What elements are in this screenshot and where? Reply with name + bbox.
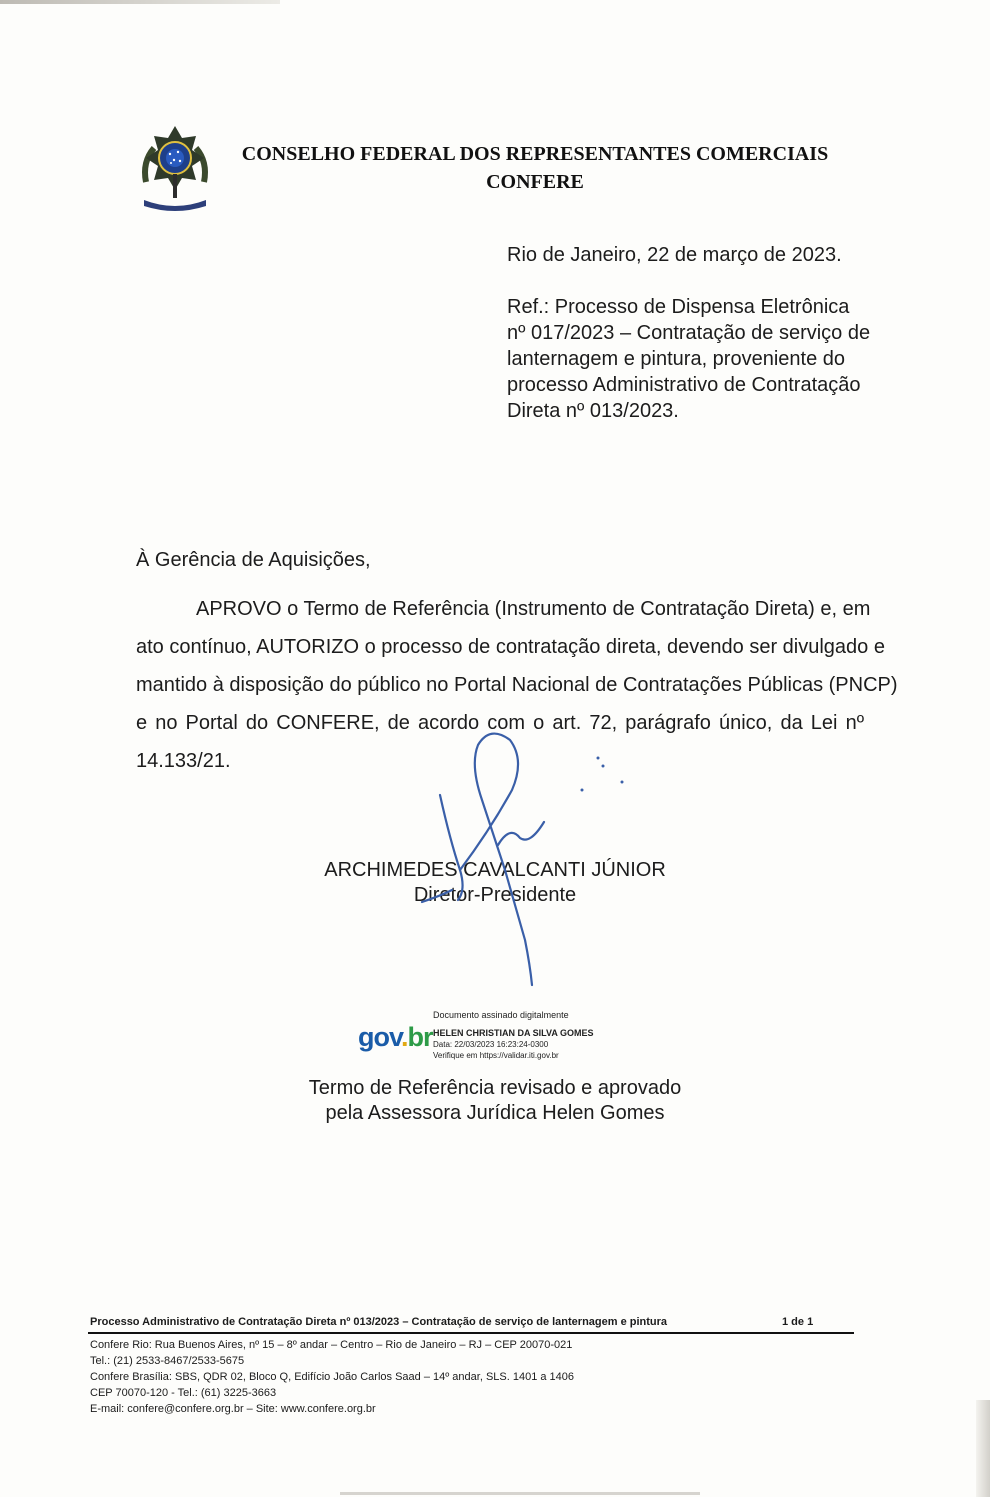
reference-line: lanternagem e pintura, proveniente do [507,348,846,370]
body-line: APROVO o Termo de Referência (Instrumento de Contratação Direta) e, em [196,598,871,620]
body-line: ato contínuo, AUTORIZO o processo de contratação direta, devendo ser divulgado e [136,636,885,658]
reference-line: Direta nº 013/2023. [507,400,679,422]
footer-title: Processo Administrativo de Contratação Direta nº 013/2023 – Contratação de serviço de lanternagem e pintura [90,1316,668,1328]
govbr-logo-br: br [407,1022,433,1052]
footer-line: E-mail: confere@confere.org.br – Site: www.confere.org.br [90,1403,376,1415]
footer-line: CEP 70070-120 - Tel.: (61) 3225-3663 [90,1387,277,1399]
footer-address [90,1337,574,1417]
salutation: À Gerência de Aquisições, [136,549,371,571]
signer-name: ARCHIMEDES CAVALCANTI JÚNIOR [324,859,666,881]
org-acronym: CONFERE [486,171,584,193]
legal-review-note [280,1076,710,1126]
coat-of-arms-emblem [136,122,214,214]
govbr-logo-gov: gov [358,1022,401,1052]
scan-edge-top [0,0,280,4]
scan-edge-right [976,1400,990,1497]
footer-line: Confere Brasília: SBS, QDR 02, Bloco Q, Edifício João Carlos Saad – 14º andar, SLS. 1401 a 1406 [90,1371,575,1383]
signer-title: Diretor-Presidente [413,884,577,906]
body-line: mantido à disposição do público no Portal Nacional de Contratações Públicas (PNCP) [136,674,898,696]
footer-line: Confere Rio: Rua Buenos Aires, nº 15 – 8º andar – Centro – Rio de Janeiro – RJ – CEP 20070-021 [90,1339,573,1351]
org-name: CONSELHO FEDERAL DOS REPRESENTANTES COMERCIAIS [241,143,829,165]
body-line: e no Portal do CONFERE, de acordo com o art. 72, parágrafo único, da Lei nº [136,712,864,734]
reference-line: Ref.: Processo de Dispensa Eletrônica [507,296,850,318]
digital-signature-verify-link[interactable]: Verifique em https://validar.iti.gov.br [433,1051,559,1060]
footer-divider [88,1332,854,1334]
body-line: 14.133/21. [136,750,231,772]
handwritten-signature [420,720,640,990]
footer-line: Tel.: (21) 2533-8467/2533-5675 [90,1355,245,1367]
note-line: pela Assessora Jurídica Helen Gomes [325,1102,665,1124]
digital-signature-title: Documento assinado digitalmente [433,1010,569,1020]
note-line: Termo de Referência revisado e aprovado [308,1077,682,1099]
footer-page-number: 1 de 1 [782,1316,814,1328]
reference-block [507,294,887,424]
digital-signature-date: Data: 22/03/2023 16:23:24-0300 [433,1040,549,1049]
reference-line: processo Administrativo de Contratação [507,374,861,396]
digital-signature-name: HELEN CHRISTIAN DA SILVA GOMES [433,1028,594,1038]
reference-line: nº 017/2023 – Contratação de serviço de [507,322,871,344]
govbr-logo-dot: . [401,1022,408,1052]
letter-date: Rio de Janeiro, 22 de março de 2023. [507,244,842,266]
scan-edge-bottom [340,1492,700,1495]
govbr-logo [358,1022,433,1053]
